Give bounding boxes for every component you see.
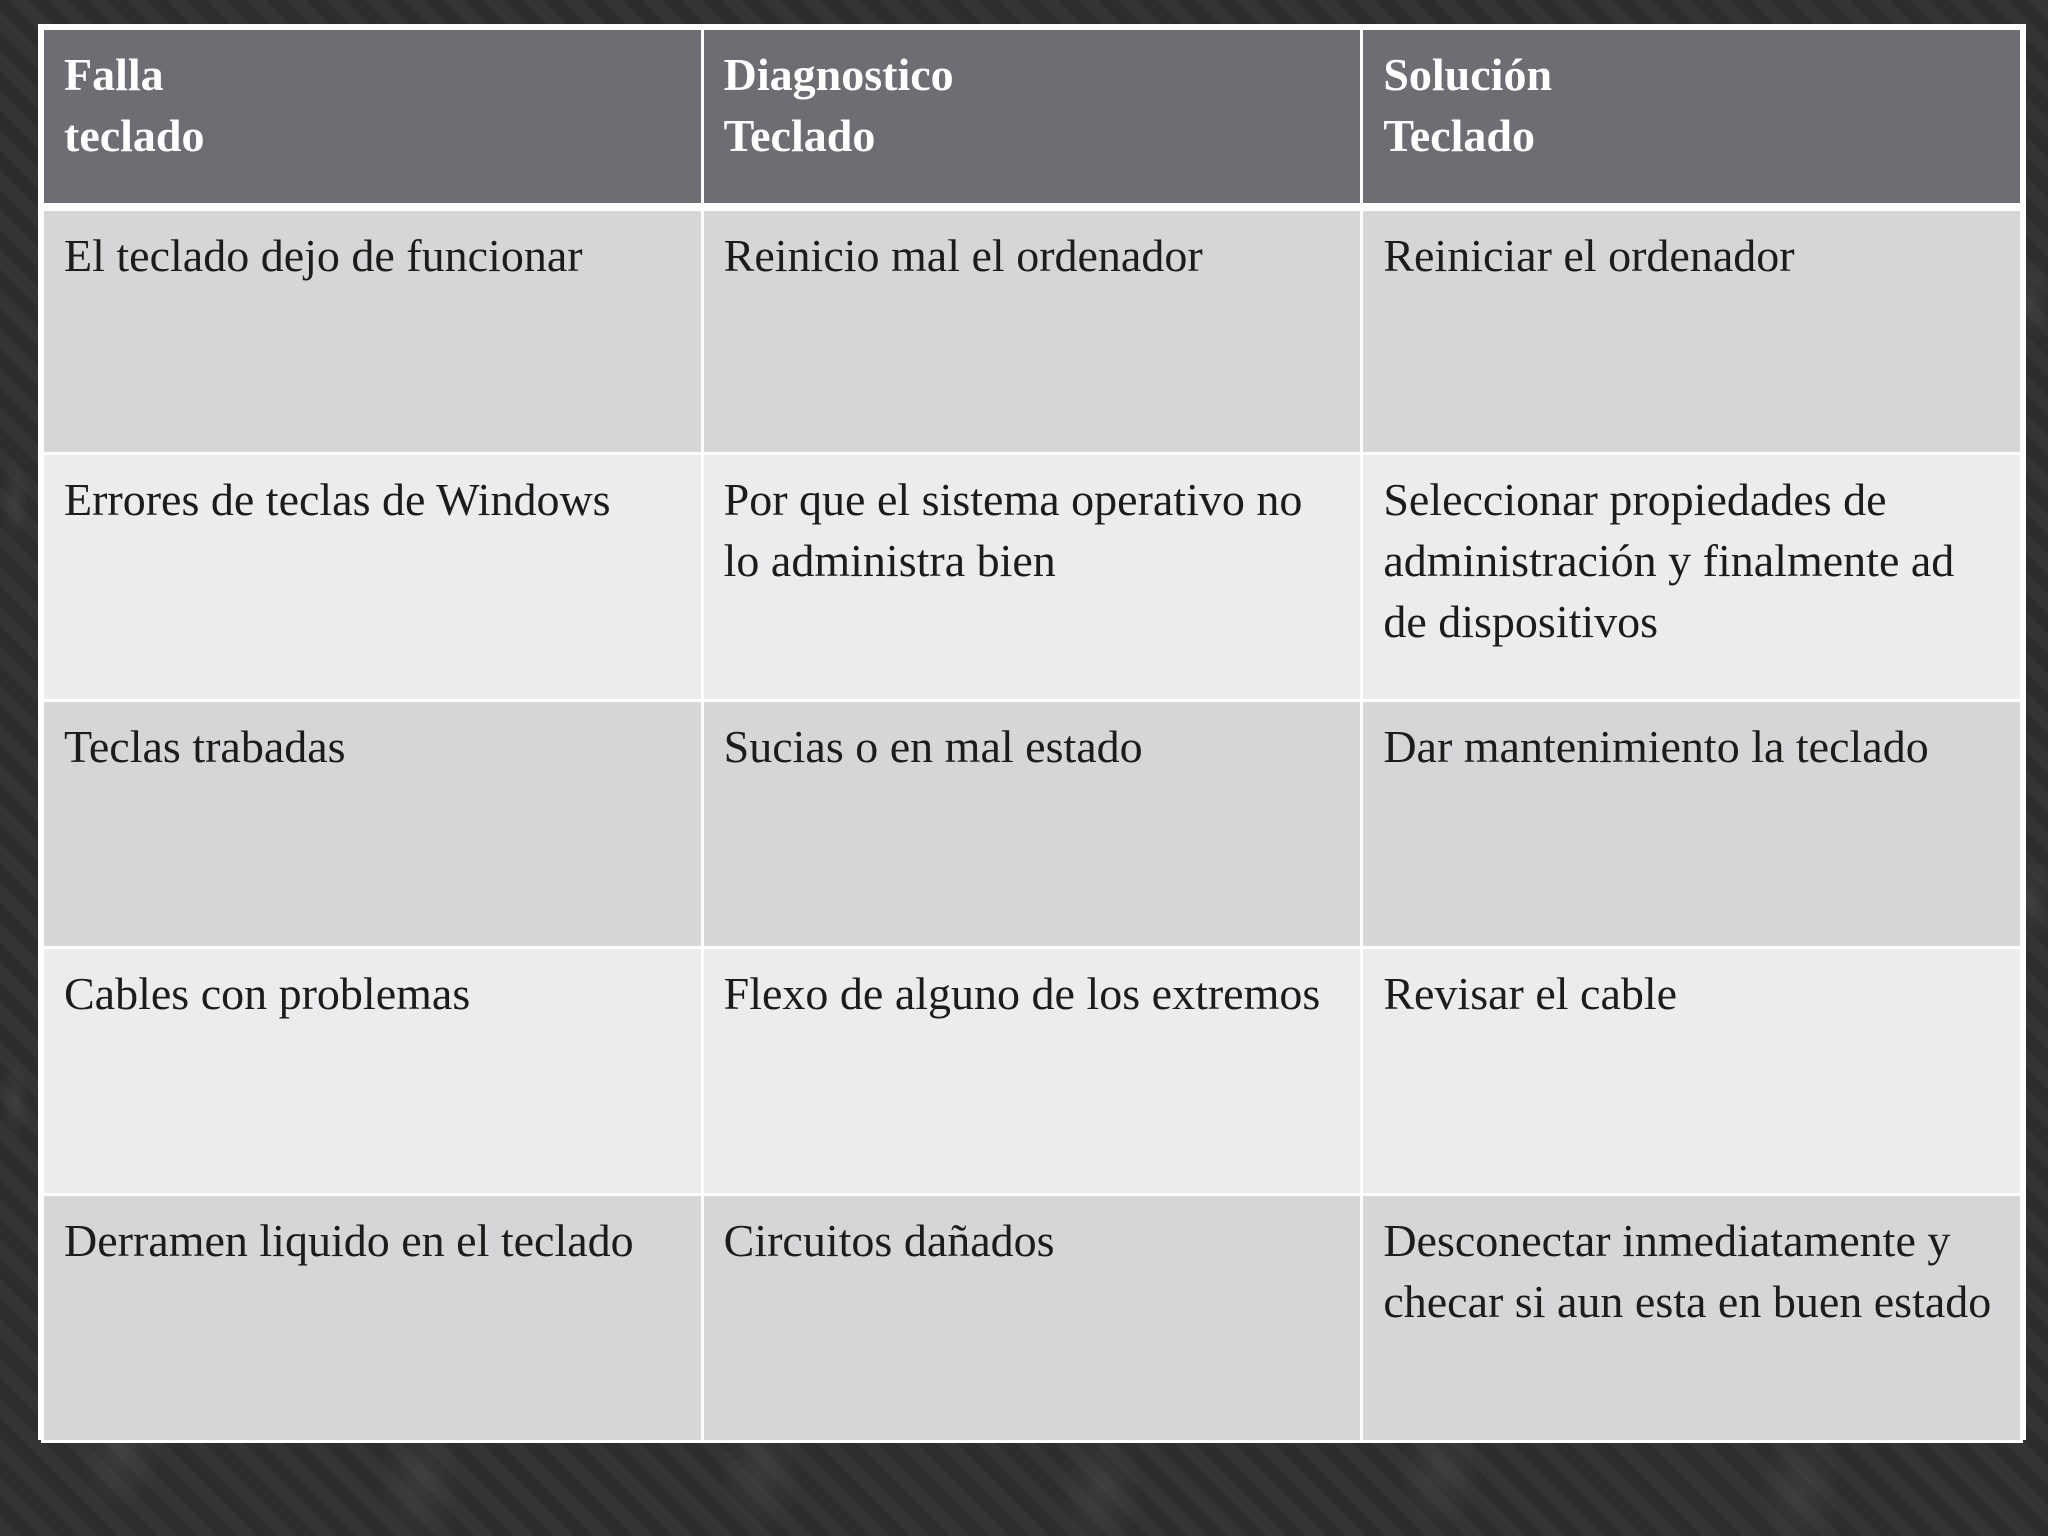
table-header — [43, 29, 2022, 207]
table-cell-diagnostico: Por que el sistema operativo no lo administra bien — [702, 454, 1362, 701]
table-cell-diagnostico: Sucias o en mal estado — [702, 701, 1362, 948]
header-text: Falla — [64, 49, 164, 100]
header-text: Teclado — [1383, 110, 1535, 161]
header-text: Teclado — [723, 110, 876, 161]
keyboard-faults-table — [41, 27, 2023, 1443]
header-cell-solucion — [1362, 29, 2022, 207]
table-body — [43, 207, 2022, 1442]
table-row — [43, 207, 2022, 454]
table-row — [43, 701, 2022, 948]
keyboard-faults-table-frame — [38, 24, 2026, 1440]
table-row — [43, 1195, 2022, 1442]
table-cell-falla: Cables con problemas — [43, 948, 703, 1195]
header-text: Diagnostico — [723, 49, 954, 100]
table-cell-falla: El teclado dejo de funcionar — [43, 207, 703, 454]
table-cell-falla: Derramen liquido en el teclado — [43, 1195, 703, 1442]
header-cell-falla — [43, 29, 703, 207]
header-row — [43, 29, 2022, 207]
header-text: teclado — [64, 110, 205, 161]
table-cell-diagnostico: Circuitos dañados — [702, 1195, 1362, 1442]
table-cell-falla: Errores de teclas de Windows — [43, 454, 703, 701]
table-cell-falla: Teclas trabadas — [43, 701, 703, 948]
table-cell-solucion: Seleccionar propiedades de administración y finalmente ad de dispositivos — [1362, 454, 2022, 701]
table-row — [43, 948, 2022, 1195]
table-cell-solucion: Reiniciar el ordenador — [1362, 207, 2022, 454]
table-cell-solucion: Desconectar inmediatamente y checar si aun esta en buen estado — [1362, 1195, 2022, 1442]
table-cell-diagnostico: Reinicio mal el ordenador — [702, 207, 1362, 454]
table-cell-diagnostico: Flexo de alguno de los extremos — [702, 948, 1362, 1195]
table-cell-solucion: Dar mantenimiento la teclado — [1362, 701, 2022, 948]
header-cell-diagnostico — [702, 29, 1362, 207]
table-row — [43, 454, 2022, 701]
header-text: Solución — [1383, 49, 1553, 100]
table-cell-solucion: Revisar el cable — [1362, 948, 2022, 1195]
